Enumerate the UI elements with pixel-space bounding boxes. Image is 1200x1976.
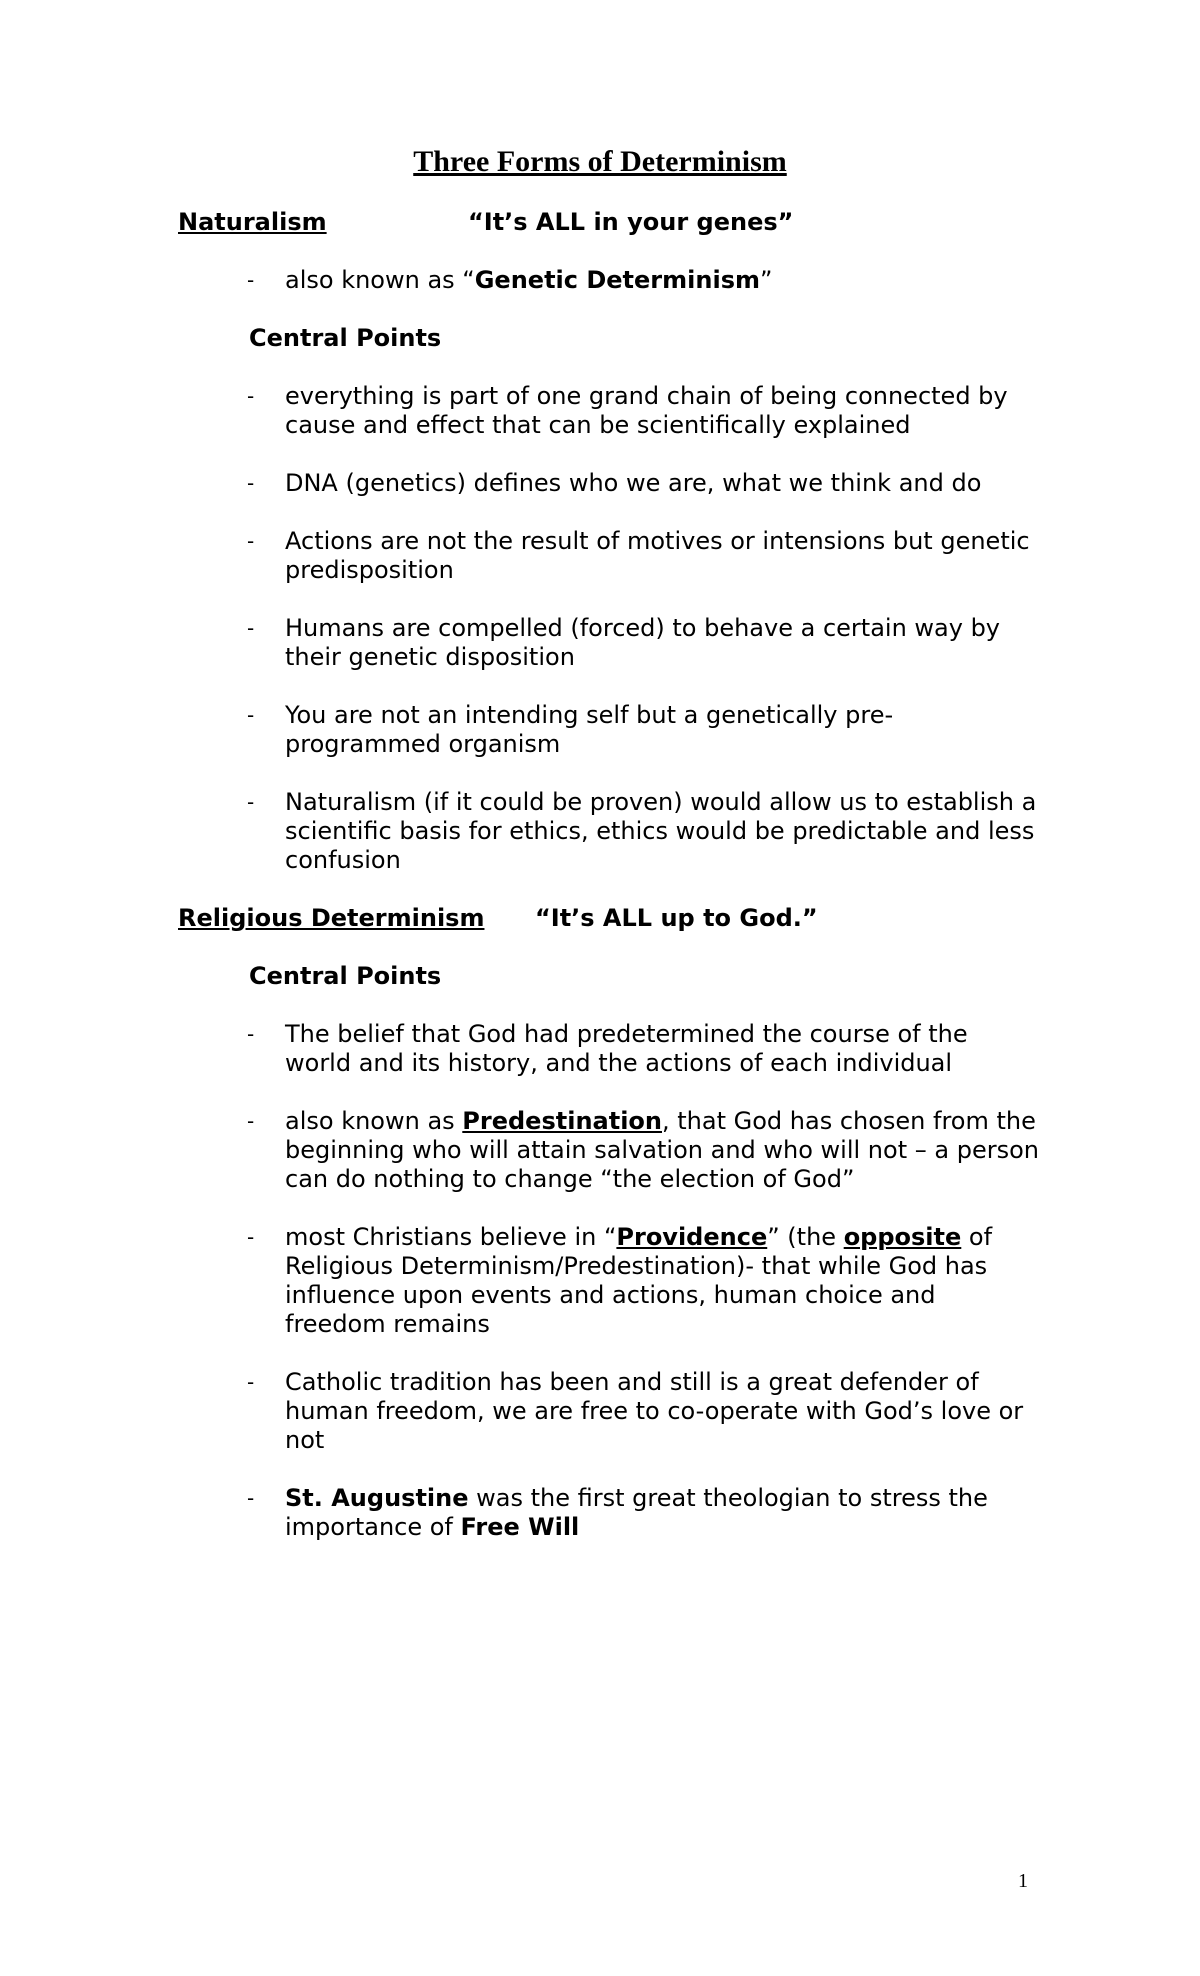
document-title: Three Forms of Determinism	[413, 145, 787, 178]
genetic-determinism-term: Genetic Determinism	[474, 266, 760, 294]
list-item: - Actions are not the result of motives or intensions but genetic predisposition	[247, 527, 1030, 584]
predestination-term: Predestination	[462, 1107, 662, 1135]
list-item: - The belief that God had predetermined the course of the world and its history, and the actions of each individual	[247, 1020, 968, 1077]
list-item: - Humans are compelled (forced) to behave a certain way by their genetic disposition	[247, 614, 1001, 671]
naturalism-aka: - also known as “Genetic Determinism”	[247, 266, 773, 294]
list-item: - everything is part of one grand chain of being connected by cause and effect that can be scientifically explained	[247, 382, 1008, 439]
religious-tagline: “It’s ALL up to God.”	[535, 904, 818, 932]
naturalism-central-points-label: Central Points	[249, 324, 442, 352]
naturalism-heading: Naturalism	[178, 208, 327, 236]
religious-central-points-label: Central Points	[249, 962, 442, 990]
list-item: - most Christians believe in “Providence” (the opposite of Religious Determinism/Predestination)- that while God has influence upon events and actions, human choice and freedom remains	[247, 1223, 993, 1338]
page-number: 1	[1018, 1870, 1028, 1892]
religious-heading: Religious Determinism	[178, 904, 485, 932]
naturalism-tagline: “It’s ALL in your genes”	[468, 208, 794, 236]
list-item: - Naturalism (if it could be proven) would allow us to establish a scientific basis for ethics, ethics would be predictable and less confusion	[247, 788, 1037, 874]
opposite-term: opposite	[843, 1223, 962, 1251]
list-item: - You are not an intending self but a genetically pre-programmed organism	[247, 701, 894, 758]
free-will-term: Free Will	[460, 1513, 580, 1541]
st-augustine-term: St. Augustine	[285, 1484, 469, 1512]
list-item: - DNA (genetics) defines who we are, what we think and do	[247, 469, 982, 497]
list-item: - also known as Predestination, that God has chosen from the beginning who will attain salvation and who will not – a person can do nothing to change “the election of God”	[247, 1107, 1039, 1193]
list-item: - St. Augustine was the first great theologian to stress the importance of Free Will	[247, 1484, 988, 1541]
naturalism-heading-row	[178, 208, 794, 237]
list-item: - Catholic tradition has been and still is a great defender of human freedom, we are free to co-operate with God’s love or not	[247, 1368, 1024, 1454]
religious-heading-row	[178, 904, 818, 933]
providence-term: Providence	[616, 1223, 768, 1251]
